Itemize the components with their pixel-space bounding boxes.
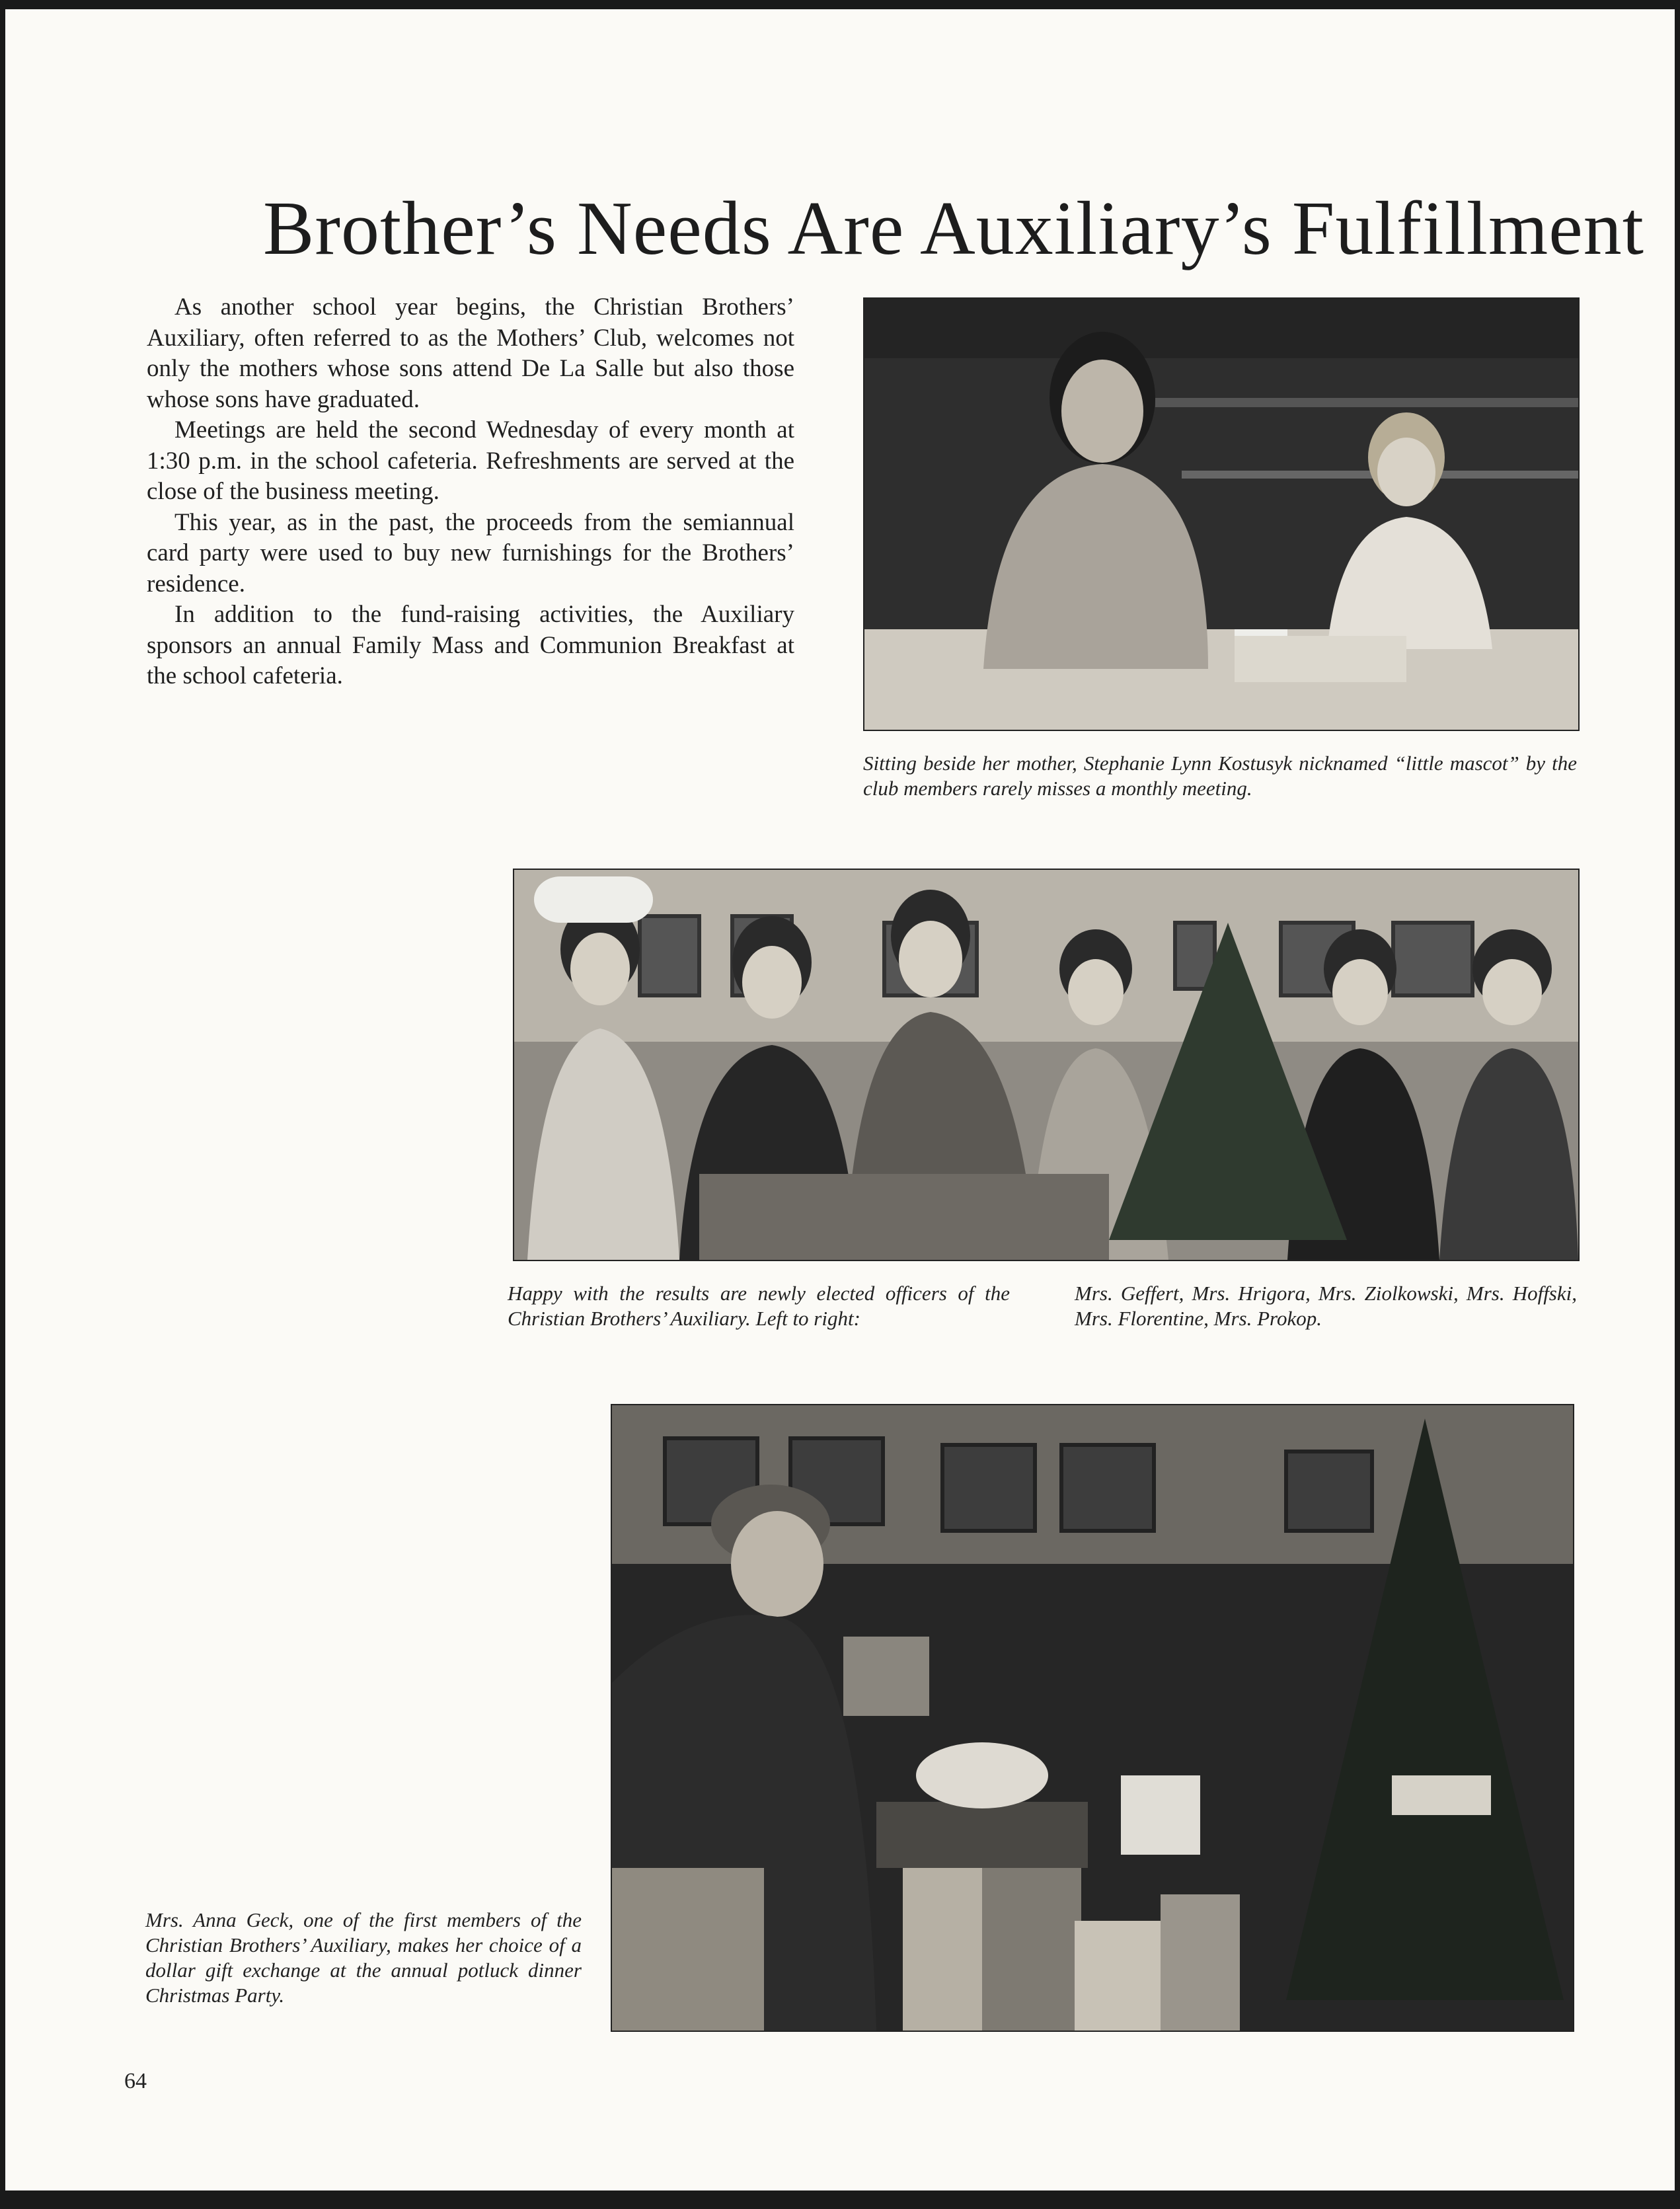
paragraph: Meetings are held the second Wednesday of every month at 1:30 p.m. in the school cafeteria. Refreshments are served at the close of the business meeting. [147, 416, 794, 505]
paragraph: This year, as in the past, the proceeds from the semiannual card party were used to buy new furnishings for the Brothers’ residence. [147, 508, 794, 598]
yearbook-page [5, 9, 1675, 2190]
page-number: 64 [124, 2069, 147, 2093]
photo3-caption: Mrs. Anna Geck, one of the first members of the Christian Brothers’ Auxiliary, makes her choice of a dollar gift exchange at the annual potluck dinner Christmas Party. [145, 1908, 582, 2007]
photo-mother-daughter [863, 297, 1580, 731]
article-body [147, 292, 794, 692]
paragraph: As another school year begins, the Christian Brothers’ Auxiliary, often referred to as the Mothers’ Club, welcomes not only the mothers whose sons attend De La Salle but also those whose sons have graduated. [147, 293, 794, 413]
paragraph: In addition to the fund-raising activities, the Auxiliary sponsors an annual Family Mass and Communion Breakfast at the school cafeteria. [147, 601, 794, 689]
photo-officers [513, 869, 1580, 1261]
photo1-caption: Sitting beside her mother, Stephanie Lynn Kostusyk nicknamed “little mascot” by the club members rarely misses a monthly meeting. [863, 752, 1577, 800]
page-title: Brother’s Needs Are Auxiliary’s Fulfillment [263, 186, 1644, 271]
photo2-caption-right: Mrs. Geffert, Mrs. Hrigora, Mrs. Ziolkowski, Mrs. Hoffski, Mrs. Florentine, Mrs. Prokop. [1075, 1282, 1577, 1330]
photo2-caption-left: Happy with the results are newly elected officers of the Christian Brothers’ Auxiliary. Left to right: [508, 1282, 1010, 1330]
photo-gift-exchange [611, 1404, 1574, 2032]
